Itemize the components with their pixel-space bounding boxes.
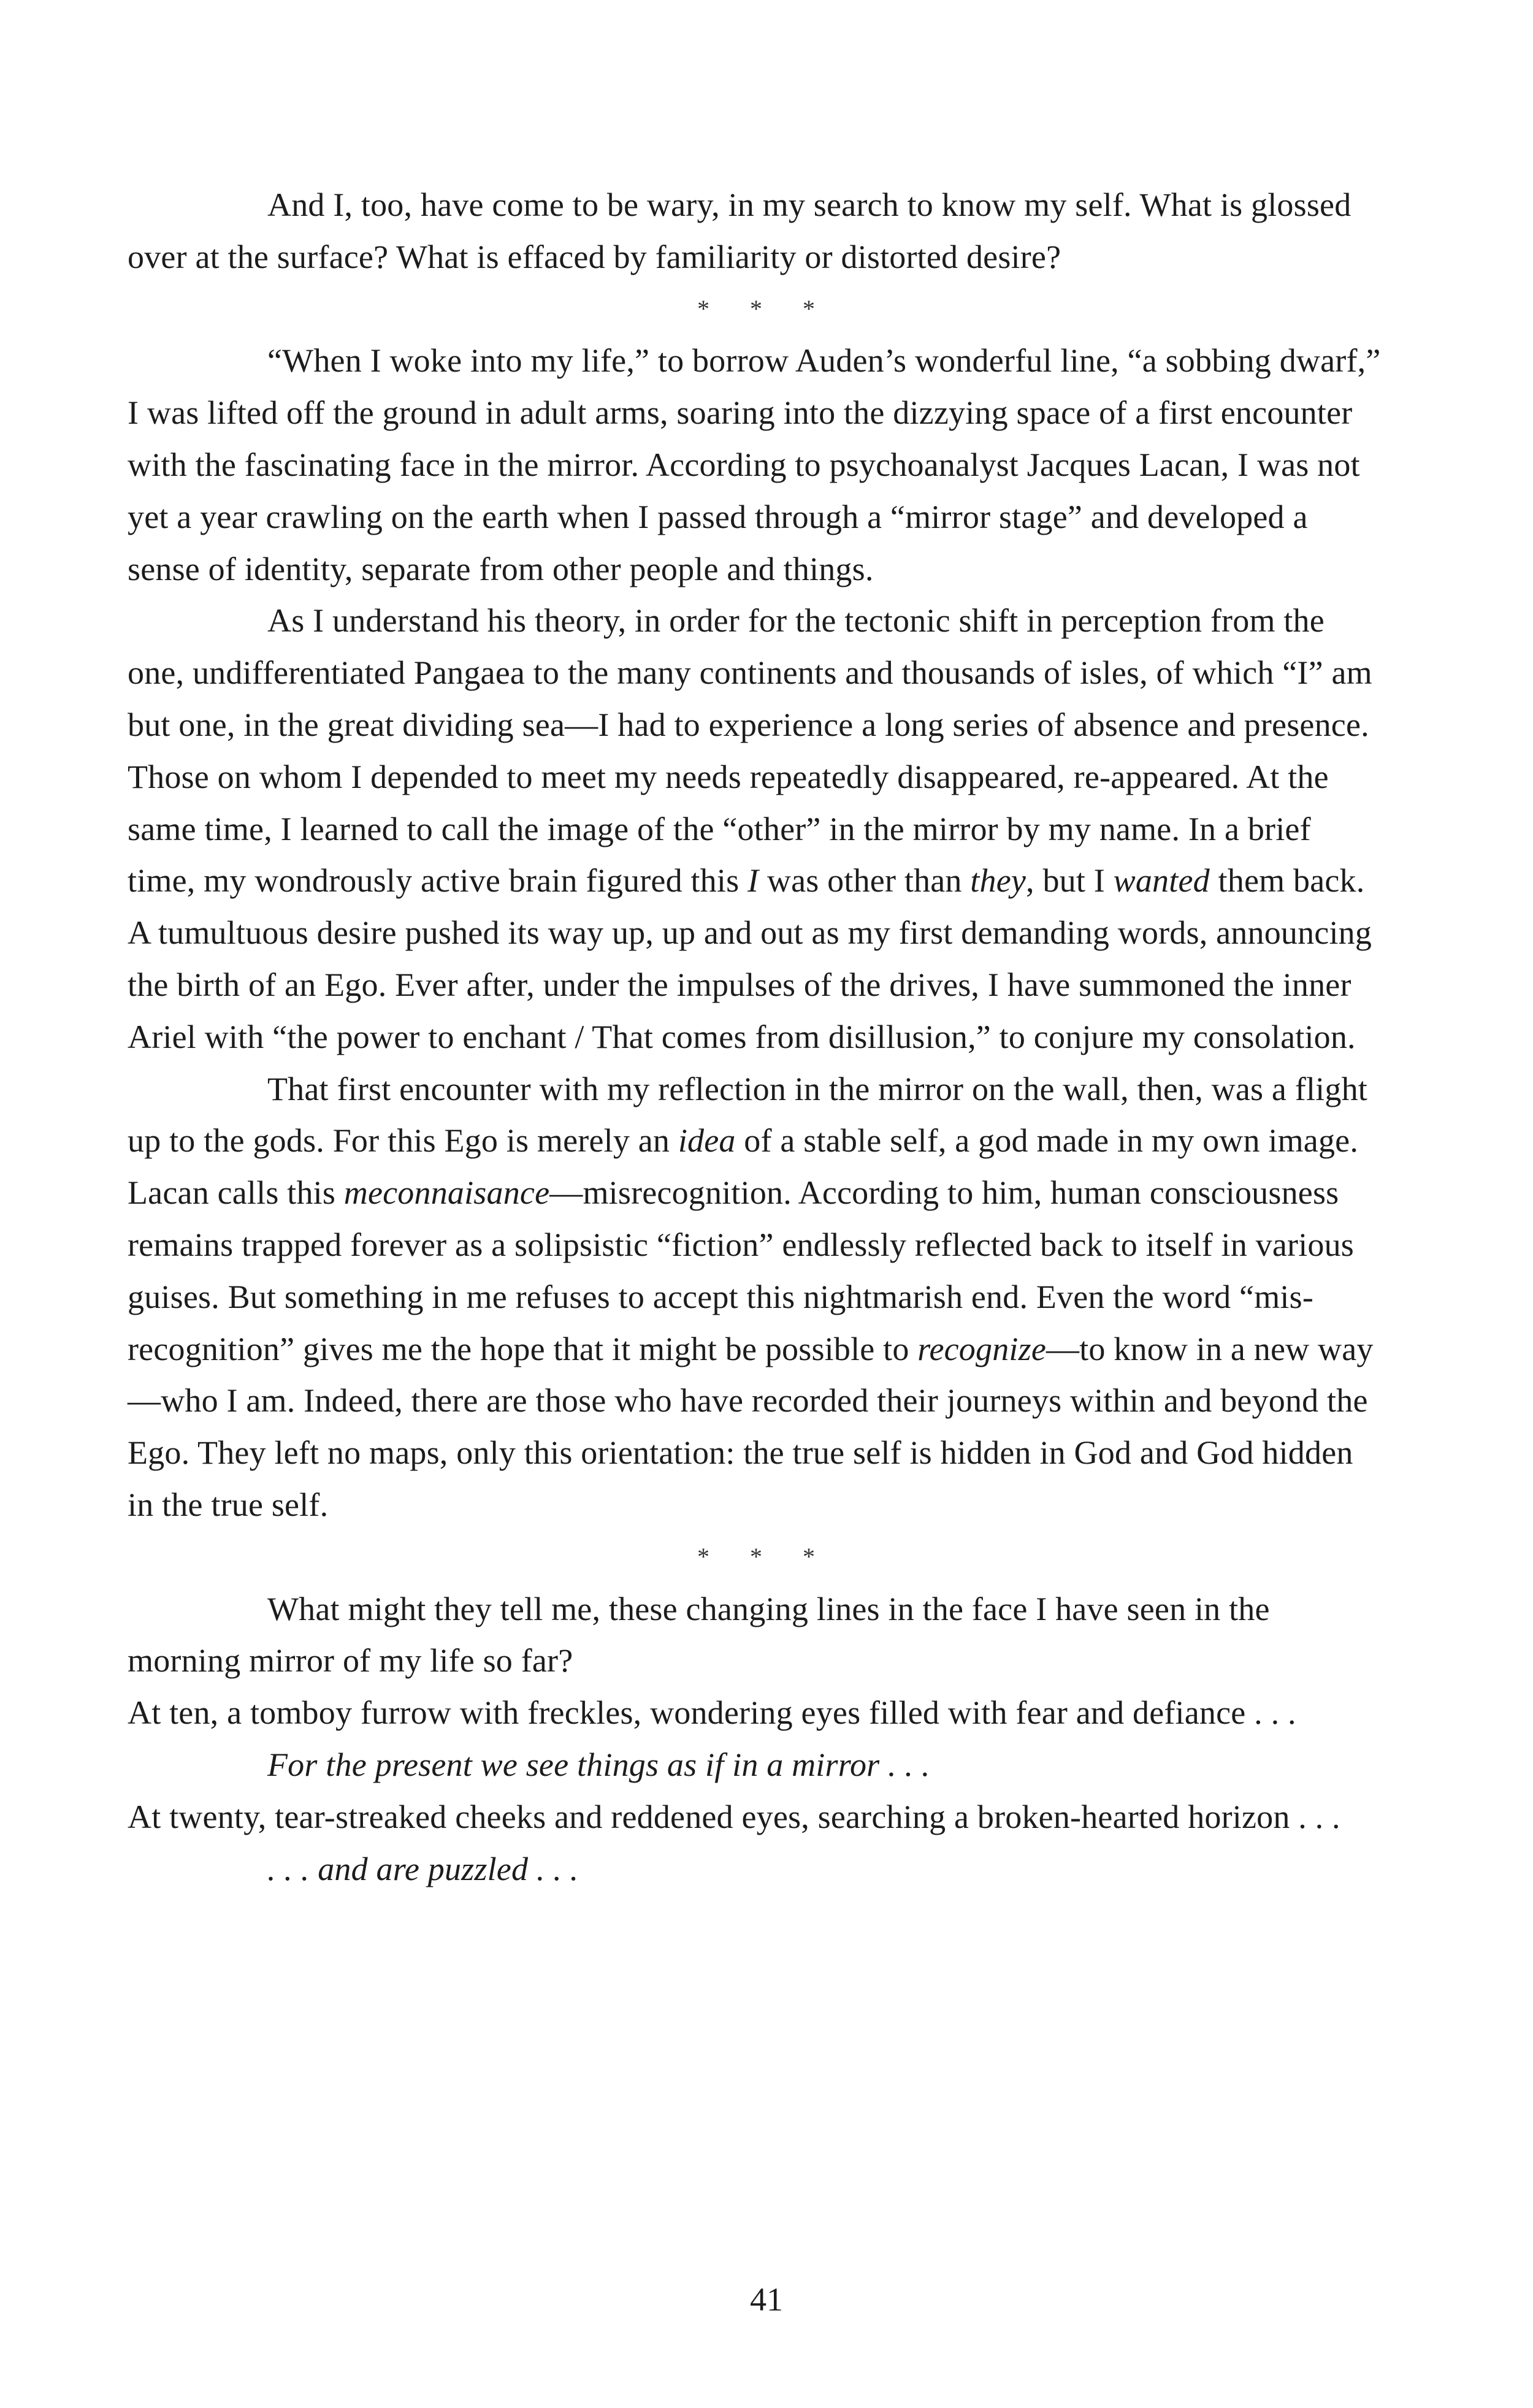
text-run: As I understand his theory, in order for the tectonic shift in perception from the one, undifferentiated Pangaea to the many continents and thousands of isles, of which “I” am but one, in the great dividing sea—I had to experience a long series of absence and presence. Those on whom I depended to meet my needs repeatedly disappeared, re-appeared. At the same time, I learned to call the image of the “other” in the mirror by my name. In a brief time, my wondrously active brain figured this [128, 602, 1372, 900]
italic-text: recognize [917, 1330, 1046, 1367]
text-run: —misrecognition. According to him, human consciousness remains trapped forever as a solipsistic “fiction” endlessly reflected back to itself in various guises. But something in me refuses to accept this nightmarish end. Even the word “mis-recognition” gives me the hope that it might be possible to [128, 1174, 1355, 1367]
italic-text: idea [678, 1122, 736, 1160]
body-text [128, 179, 1385, 1895]
text-run: At twenty, tear-streaked cheeks and reddened eyes, searching a broken-hearted horizon . . . [128, 1798, 1340, 1835]
text-run: For the present we see things as if in a mirror . . . [267, 1746, 930, 1783]
text-run: of a stable self, a god made in my own image. Lacan calls this [128, 1122, 1359, 1212]
paragraph [128, 335, 1385, 595]
section-separator [128, 283, 1385, 335]
text-run: * * * [697, 1542, 832, 1570]
paragraph [128, 595, 1385, 1063]
italic-text: I [747, 862, 759, 900]
paragraph [128, 1583, 1385, 1688]
text-run: “When I woke into my life,” to borrow Auden’s wonderful line, “a sobbing dwarf,” I was lifted off the ground in adult arms, soaring into the dizzying space of a first encounter with the fascinating face in the mirror. According to psychoanalyst Jacques Lacan, I was not yet a year crawling on the earth when I passed through a “mirror stage” and developed a sense of identity, separate from other people and things. [128, 342, 1381, 587]
paragraph [128, 179, 1385, 283]
verse-line [128, 1739, 1385, 1791]
italic-text: wanted [1113, 862, 1210, 900]
text-run: At ten, a tomboy furrow with freckles, wondering eyes filled with fear and defiance . . . [128, 1694, 1296, 1732]
text-run: That first encounter with my reflection in the mirror on the wall, then, was a flight up to the gods. For this Ego is merely an [128, 1070, 1367, 1160]
page-number: 41 [750, 2281, 783, 2318]
text-run: , but I [1026, 862, 1114, 900]
paragraph [128, 1063, 1385, 1531]
section-separator [128, 1531, 1385, 1583]
text-run: And I, too, have come to be wary, in my search to know my self. What is glossed over at the surface? What is effaced by familiarity or distorted desire? [128, 186, 1351, 275]
paragraph [128, 1687, 1385, 1739]
text-run: —to know in a new way—who I am. Indeed, there are those who have recorded their journeys within and beyond the Ego. They left no maps, only this orientation: the true self is hidden in God and God hidden in the true self. [128, 1330, 1374, 1523]
verse-line [128, 1843, 1385, 1895]
text-run: was other than [759, 862, 971, 900]
text-run: them back. A tumultuous desire pushed its way up, up and out as my first demanding words, announcing the birth of an Ego. Ever after, under the impulses of the drives, I have summoned the inner Ariel with “the power to enchant / That comes from disillusion,” to conjure my consolation. [128, 862, 1372, 1055]
text-run: . . . and are puzzled . . . [267, 1850, 579, 1887]
text-run: What might they tell me, these changing lines in the face I have seen in the morning mirror of my life so far? [128, 1590, 1270, 1680]
italic-text: meconnaisance [343, 1174, 550, 1212]
italic-text: they [970, 862, 1026, 900]
paragraph [128, 1791, 1385, 1843]
text-run: * * * [697, 294, 832, 323]
